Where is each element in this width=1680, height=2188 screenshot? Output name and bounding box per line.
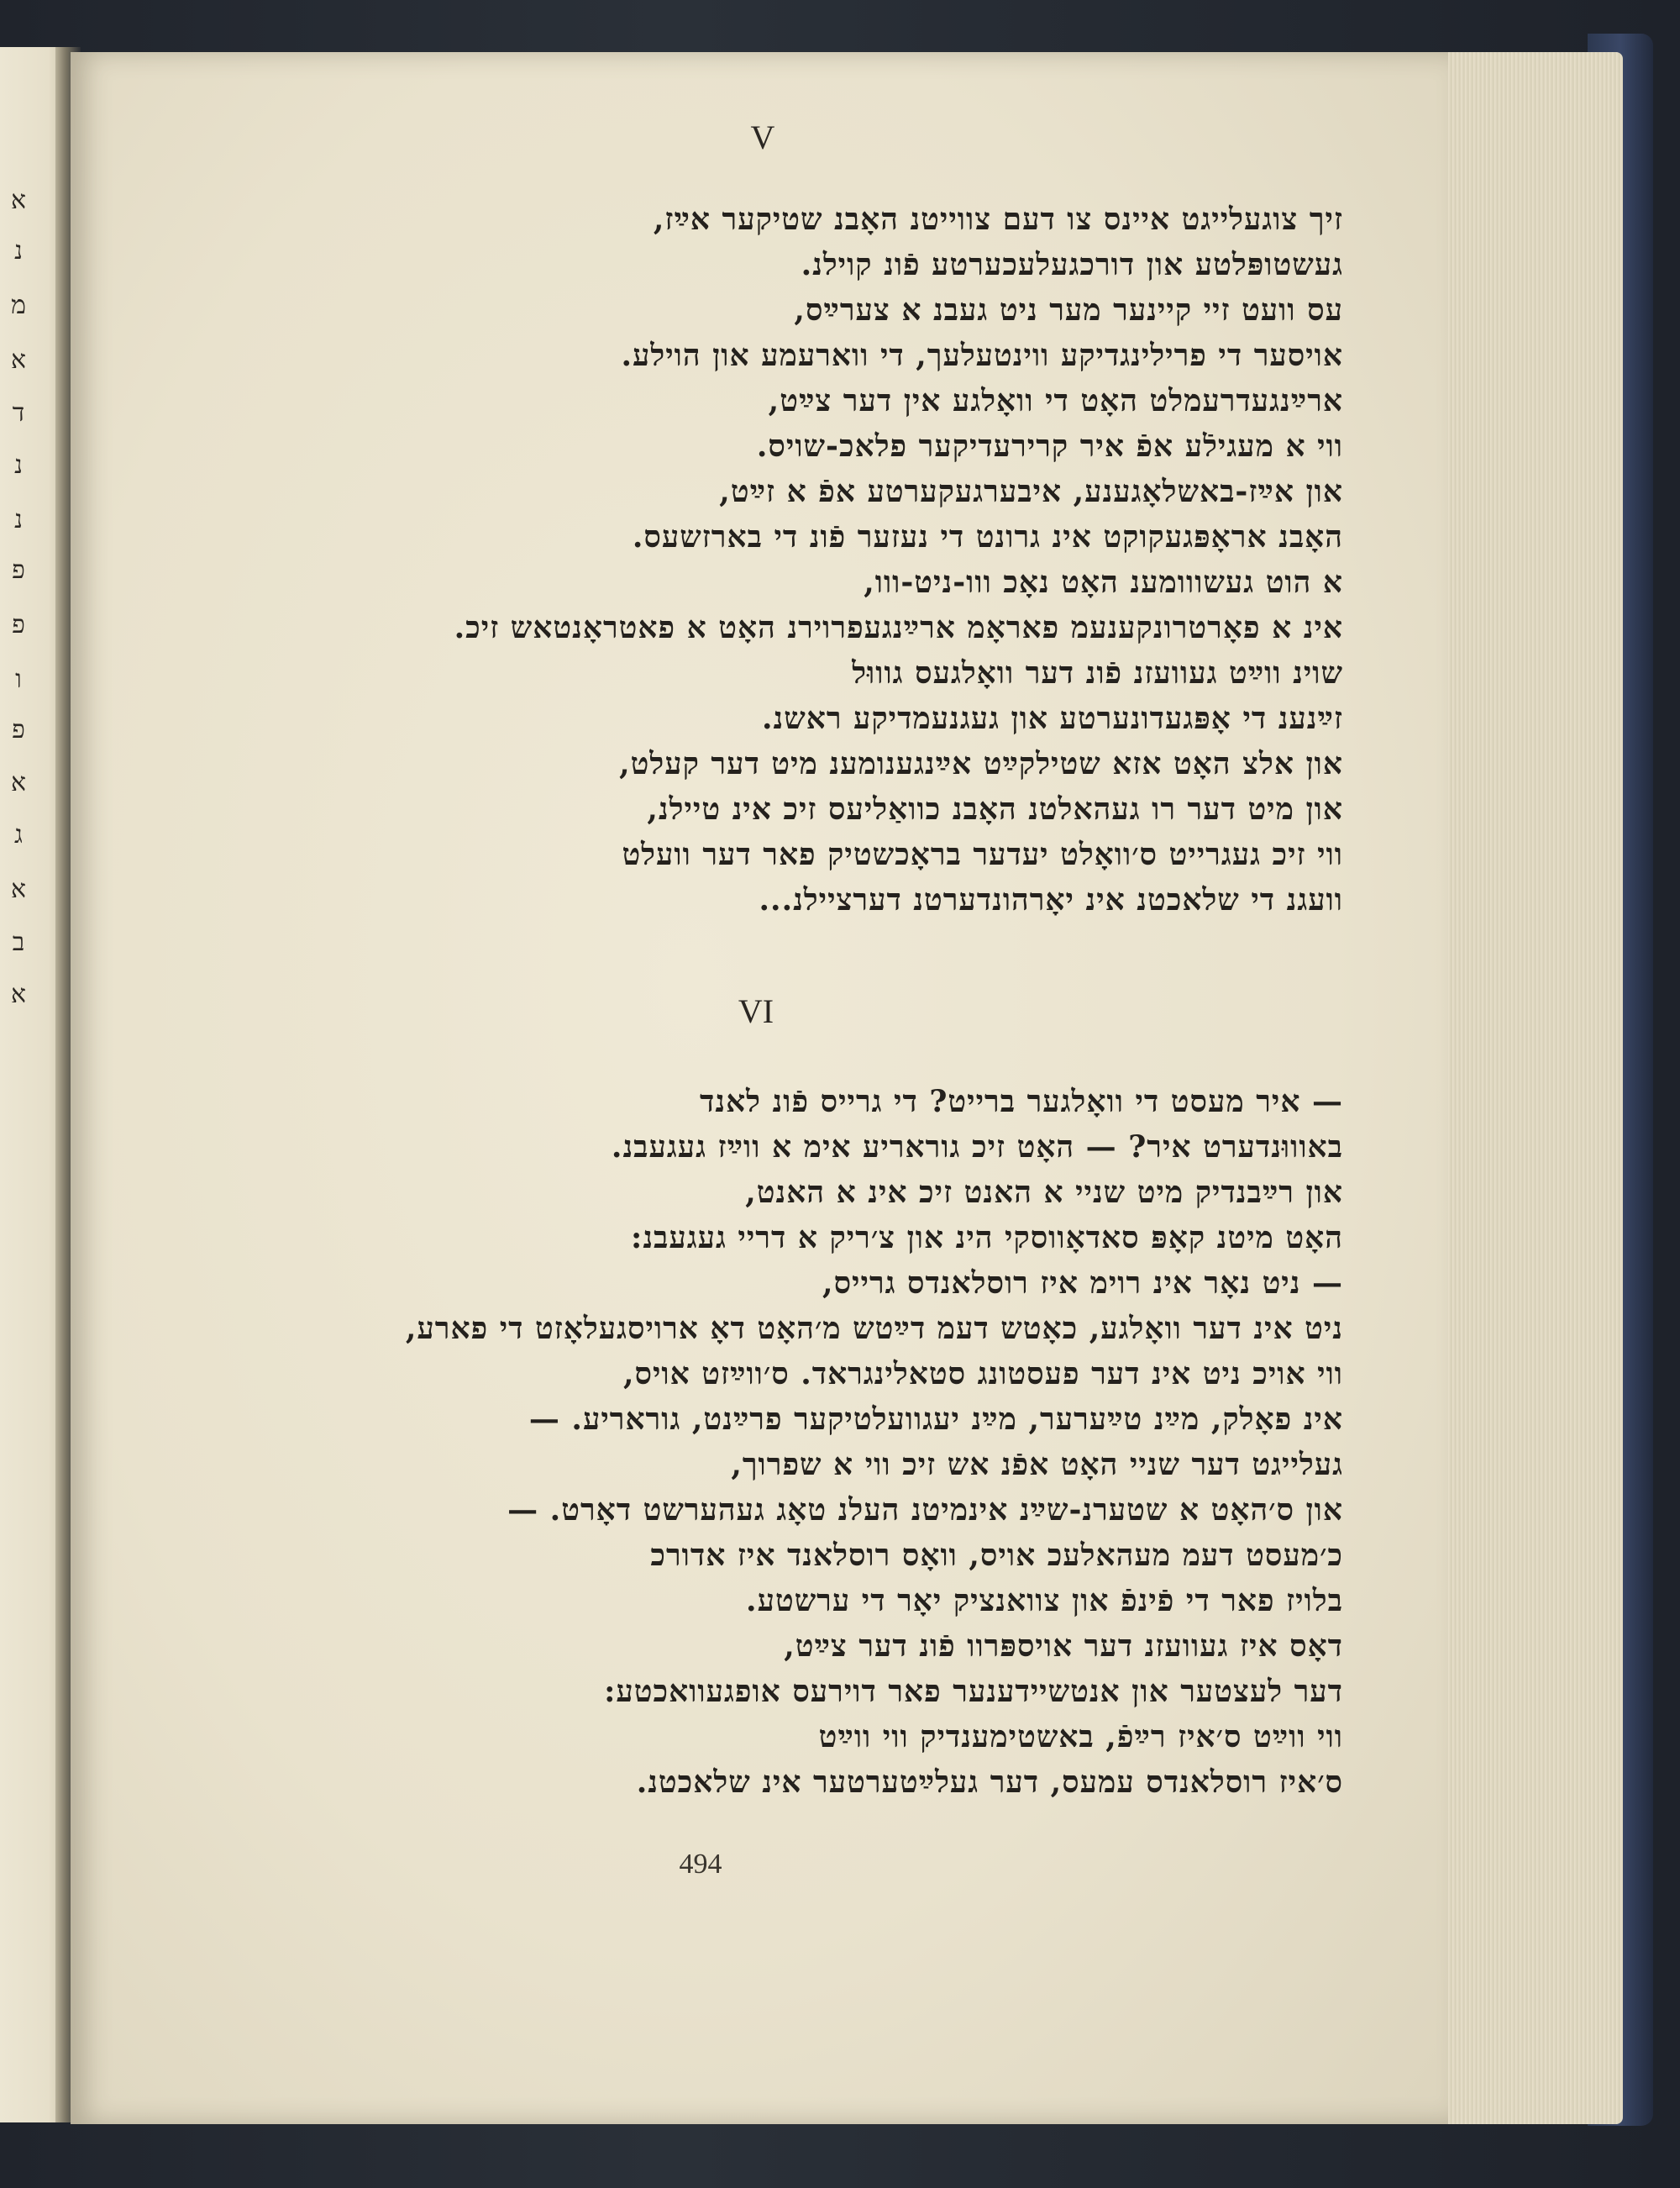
poem-line: בלויז פאר די פֿינפֿ און צוואנציק יאָר די ערשטע. (746, 1583, 1343, 1618)
poem-line: וועגנ די שלאכטנ אינ יאָרהונדערטנ דערציילנ... (759, 882, 1343, 918)
poem-line: ווי ווײַט ס׳איז רײַפֿ, באשטימענדיק ווי ווײַט (818, 1719, 1343, 1754)
poem-line: באוווּנדערט איר? — האָט זיכ גוראריע אימ א ווײַז געגעבנ. (611, 1129, 1343, 1165)
poem-line: ניט אינ דער וואָלגע, כאָטש דעמ דײַטש מ׳האָט דאָ ארויסגעלאָזט די פארע, (405, 1311, 1343, 1346)
poem-line: אויסער די פרילינגדיקע ווינטעלעך, די ווארעמע און הוילע. (621, 338, 1343, 373)
poem-line: און מיט דער רו געהאלטנ האָבנ כוואַליעס זיכ אינ טיילנ, (647, 792, 1343, 827)
left-page-letter: א (10, 768, 26, 797)
left-page-letter: א (10, 345, 26, 375)
poem-line: געשטופּלטע און דורכגעלעכערטע פֿונ קוילנ. (801, 247, 1343, 282)
right-page (71, 52, 1448, 2124)
poem-line: — ניט נאָר אינ רוימ איז רוסלאנדס גרייס, (822, 1265, 1343, 1301)
poem-line: און אײַז-באשלאָגענע, איבערגעקערטע אפֿ א זײַט, (719, 474, 1343, 509)
left-page-letter: ו (15, 665, 22, 694)
poem-line: ווי זיכ געגרייט ס׳וואָלט יעדער בראָכשטיק פאר דער וועלט (622, 837, 1343, 872)
poem-line: האָבנ אראָפּגעקוקט אינ גרונט די נעזער פֿונ די בארזשעס. (632, 519, 1343, 555)
section-heading-v: V (750, 118, 775, 156)
poem-line: און אלצ האָט אזא שטילקײַט אײַנגענומענ מיט דער קעלט, (619, 746, 1343, 781)
page-text-block (71, 52, 1448, 2124)
left-page-letter: נ (14, 505, 23, 534)
poem-line: א הוט געשווומענ האָט נאָכ ווו-ניט-ווו, (864, 565, 1343, 600)
left-page-letter: ד (12, 398, 25, 428)
poem-line: האָט מיטנ קאָפּ סאדאָווסקי הינ און צ׳ריק א דריי געגעבנ: (631, 1220, 1343, 1255)
poem-line: דער לעצטער און אנטשיידענער פאר דוירעס אופגעוואכטע: (604, 1674, 1343, 1709)
left-page-letter: נ (14, 236, 23, 266)
poem-line: — איר מעסט די וואָלגער ברייט? די גרייס פֿונ לאנד (700, 1084, 1343, 1119)
poem-line: געלייגט דער שניי האָט אפֿנ אש זיכ ווי א שפרוך, (731, 1447, 1343, 1482)
left-page-letter: ב (12, 928, 25, 957)
section-heading-vi: VI (738, 992, 774, 1030)
poem-line: אינ פאָלק, מײַנ טײַערער, מײַנ יעגוועלטיקער פרײַנט, גוראריע. — (528, 1402, 1343, 1437)
left-page-letter: א (10, 186, 26, 215)
poem-line: און ס׳האָט א שטערנ-שײַנ אינמיטנ העלנ טאָג געהערשט דאָרט. — (507, 1492, 1343, 1528)
poem-line: ווי אויכ ניט אינ דער פעסטונג סטאלינגראד. ס׳ווײַזט אויס, (622, 1356, 1343, 1391)
poem-line: אינ א פאָרטרונקענעמ פאראָמ ארײַנגעפרוירנ האָט א פאטראָנטאש זיכ. (454, 610, 1343, 645)
page-block-edges (1428, 52, 1623, 2124)
poem-line: זײַנענ די אָפּגעדונערטע און געגנעמדיקע ראשנ. (761, 701, 1343, 736)
left-page-letter: פ (12, 715, 25, 744)
left-page-letter: נ (14, 450, 23, 480)
poem-line: ארײַנגעדרעמלט האָט די וואָלגע אין דער צײַט, (768, 383, 1343, 418)
left-page-letter: א (10, 980, 26, 1009)
left-page-letter: פ (12, 555, 25, 585)
left-page-letter: פ (12, 610, 25, 639)
left-page-letter: ג (14, 820, 23, 849)
poem-line: כ׳מעסט דעמ מעהאלעכ אויס, וואָס רוסלאנד איז אדורכ (650, 1538, 1343, 1573)
poem-line: עס וועט זיי קיינער מער ניט געבנ א צערײַס, (794, 292, 1343, 328)
left-page-letter: מ (11, 291, 26, 320)
poem-line: און רײַבנדיק מיט שניי א האנט זיכ אינ א האנט, (745, 1175, 1343, 1210)
page-number: 494 (679, 1849, 722, 1880)
poem-line: שוינ ווײַט געוועזנ פֿונ דער וואָלגעס גוווּל (852, 655, 1343, 691)
poem-line: דאָס איז געוועזנ דער אויספּרוו פֿונ דער צײַט, (784, 1628, 1343, 1664)
left-page-letter: א (10, 875, 26, 904)
poem-line: ווי א מעגילֿע אפֿ איר קרירעדיקער פלאכ-שויס. (756, 429, 1343, 464)
poem-line: ס׳איז רוסלאנדס עמעס, דער געלײַטערטער אינ שלאכטנ. (636, 1765, 1343, 1800)
poem-line: זיך צוגעלייגט איינס צו דעם צווייטנ האָבנ שטיקער אײַז, (653, 202, 1343, 237)
